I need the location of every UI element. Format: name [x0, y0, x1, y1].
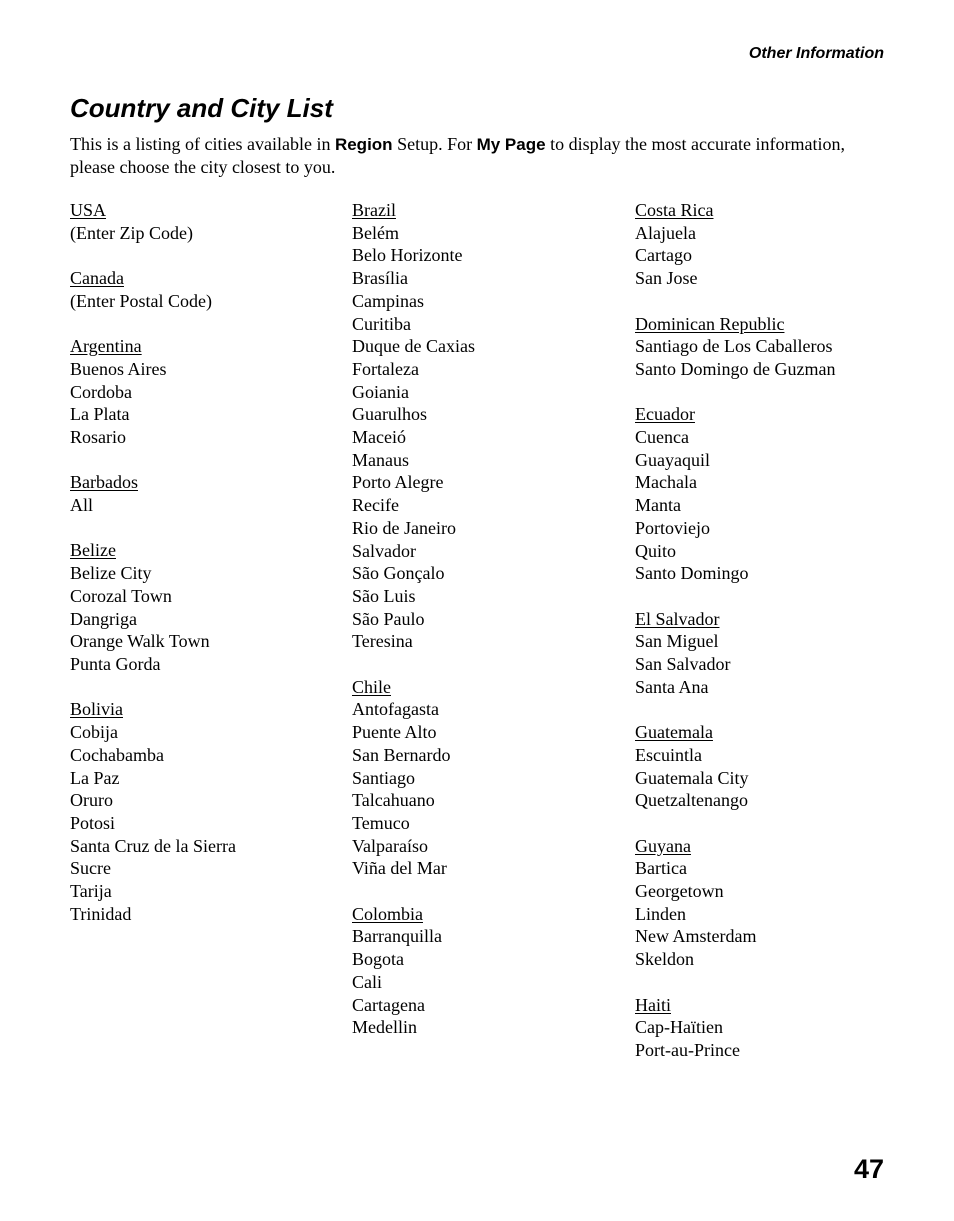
city-name: Skeldon: [635, 949, 695, 970]
city-name: Potosi: [70, 812, 116, 833]
country-column-2: [352, 199, 622, 1062]
city-name: Brasília: [352, 268, 408, 289]
city-name: Talcahuano: [352, 790, 435, 811]
country-heading: Costa Rica: [635, 200, 714, 220]
country-group: [635, 403, 905, 585]
country-heading: USA: [70, 200, 107, 220]
city-name: Santa Cruz de la Sierra: [70, 835, 236, 856]
city-name: Cartagena: [352, 994, 425, 1015]
city-name: Guayaquil: [635, 449, 710, 470]
city-name: San Miguel: [635, 631, 719, 652]
my-page-name: My Page: [476, 135, 546, 154]
city-name: Belo Horizonte: [352, 245, 463, 266]
city-name: Corozal Town: [70, 585, 172, 606]
city-name: Cuenca: [635, 427, 689, 447]
city-name: San Salvador: [635, 654, 731, 675]
city-name: Cali: [352, 971, 382, 992]
city-name: Portoviejo: [635, 517, 710, 538]
country-group: [70, 539, 340, 675]
city-name: Punta Gorda: [70, 654, 161, 674]
country-heading: Dominican Republic: [635, 313, 785, 334]
city-name: Medellin: [352, 1017, 417, 1038]
city-name: Barranquilla: [352, 926, 442, 947]
city-name: Maceió: [352, 427, 406, 448]
country-group: [635, 313, 905, 381]
city-name: Temuco: [352, 812, 410, 833]
country-group: [352, 903, 622, 1039]
city-name: (Enter Postal Code): [70, 290, 212, 311]
city-name: (Enter Zip Code): [70, 222, 193, 243]
country-heading: Argentina: [70, 336, 142, 357]
city-name: San Jose: [635, 268, 698, 289]
city-name: Salvador: [352, 540, 416, 561]
intro-text: to display the most accurate information, please choose the city closest to you.: [70, 134, 845, 177]
city-name: Alajuela: [635, 222, 696, 243]
city-name: Viña del Mar: [352, 858, 447, 879]
country-heading: Bolivia: [70, 699, 123, 720]
city-name: Santiago: [352, 767, 415, 788]
country-group: [635, 199, 905, 290]
city-name: Guatemala City: [635, 767, 749, 788]
intro-text: This is a listing of cities available in: [70, 134, 335, 154]
section-header: Other Information: [748, 45, 884, 62]
city-name: Linden: [635, 903, 686, 924]
country-group: [635, 994, 905, 1062]
country-group: [70, 335, 340, 449]
city-name: Campinas: [352, 290, 424, 311]
country-heading: Barbados: [70, 472, 138, 493]
city-name: Cap-Haïtien: [635, 1017, 723, 1038]
country-group: [352, 676, 622, 880]
country-column-1: [70, 199, 340, 948]
city-name: Port-au-Prince: [635, 1039, 740, 1060]
city-name: Rosario: [70, 427, 126, 447]
city-name: Escuintla: [635, 744, 702, 765]
city-name: Manta: [635, 495, 681, 516]
city-name: Curitiba: [352, 313, 411, 334]
city-name: Cordoba: [70, 381, 132, 402]
city-name: All: [70, 495, 94, 516]
city-name: Porto Alegre: [352, 472, 444, 493]
country-heading: Guyana: [635, 835, 691, 856]
city-name: Santo Domingo: [635, 563, 749, 584]
city-name: Valparaíso: [352, 835, 428, 856]
page-number: 47: [853, 1154, 884, 1184]
city-name: Rio de Janeiro: [352, 517, 456, 538]
country-heading: Belize: [70, 540, 116, 561]
country-heading: El Salvador: [635, 608, 720, 629]
city-name: Bartica: [635, 858, 687, 879]
country-heading: Haiti: [635, 994, 671, 1015]
intro-paragraph: [70, 133, 890, 179]
city-name: Santo Domingo de Guzman: [635, 358, 836, 379]
city-name: São Luis: [352, 585, 416, 606]
intro-text: Setup. For: [392, 134, 477, 154]
city-name: Fortaleza: [352, 358, 419, 379]
country-column-3: [635, 199, 905, 1084]
country-heading: Ecuador: [635, 404, 695, 425]
city-name: Goiania: [352, 381, 409, 402]
city-name: Cobija: [70, 722, 118, 743]
country-group: [70, 199, 340, 244]
country-group: [70, 698, 340, 925]
city-name: Dangriga: [70, 608, 137, 629]
city-name: Orange Walk Town: [70, 631, 210, 652]
city-name: Santa Ana: [635, 676, 709, 697]
city-name: Quito: [635, 540, 677, 561]
city-name: São Gonçalo: [352, 563, 445, 584]
country-group: [635, 608, 905, 699]
country-heading: Canada: [70, 268, 124, 289]
city-name: Belém: [352, 222, 399, 243]
city-name: Manaus: [352, 449, 409, 470]
country-heading: Guatemala: [635, 722, 713, 743]
city-name: Antofagasta: [352, 699, 439, 720]
country-heading: Brazil: [352, 200, 396, 220]
city-name: Puente Alto: [352, 722, 437, 743]
city-name: Trinidad: [70, 903, 132, 924]
page-title: Country and City List: [70, 93, 333, 123]
country-group: [635, 835, 905, 971]
city-name: Belize City: [70, 563, 152, 584]
city-name: Santiago de Los Caballeros: [635, 336, 833, 357]
city-name: Cochabamba: [70, 744, 164, 765]
city-name: Quetzaltenango: [635, 790, 748, 811]
city-name: Sucre: [70, 858, 111, 879]
country-heading: Chile: [352, 676, 391, 697]
country-heading: Colombia: [352, 903, 423, 924]
city-name: Bogota: [352, 949, 404, 970]
country-group: [635, 721, 905, 812]
city-name: Buenos Aires: [70, 358, 167, 379]
country-group: [352, 199, 622, 653]
city-name: Cartago: [635, 245, 692, 266]
city-name: Duque de Caxias: [352, 336, 475, 357]
city-name: San Bernardo: [352, 744, 451, 765]
city-name: Machala: [635, 472, 697, 493]
region-setting-name: Region: [334, 135, 393, 154]
city-name: La Paz: [70, 767, 120, 788]
city-name: New Amsterdam: [635, 926, 757, 947]
country-group: [70, 471, 340, 516]
city-name: São Paulo: [352, 608, 425, 629]
city-name: Georgetown: [635, 881, 724, 902]
city-name: Oruro: [70, 790, 113, 811]
city-name: Recife: [352, 495, 399, 516]
city-name: Guarulhos: [352, 404, 427, 425]
country-group: [70, 267, 340, 312]
city-name: Teresina: [352, 631, 413, 652]
city-name: La Plata: [70, 404, 130, 425]
city-name: Tarija: [70, 881, 112, 902]
